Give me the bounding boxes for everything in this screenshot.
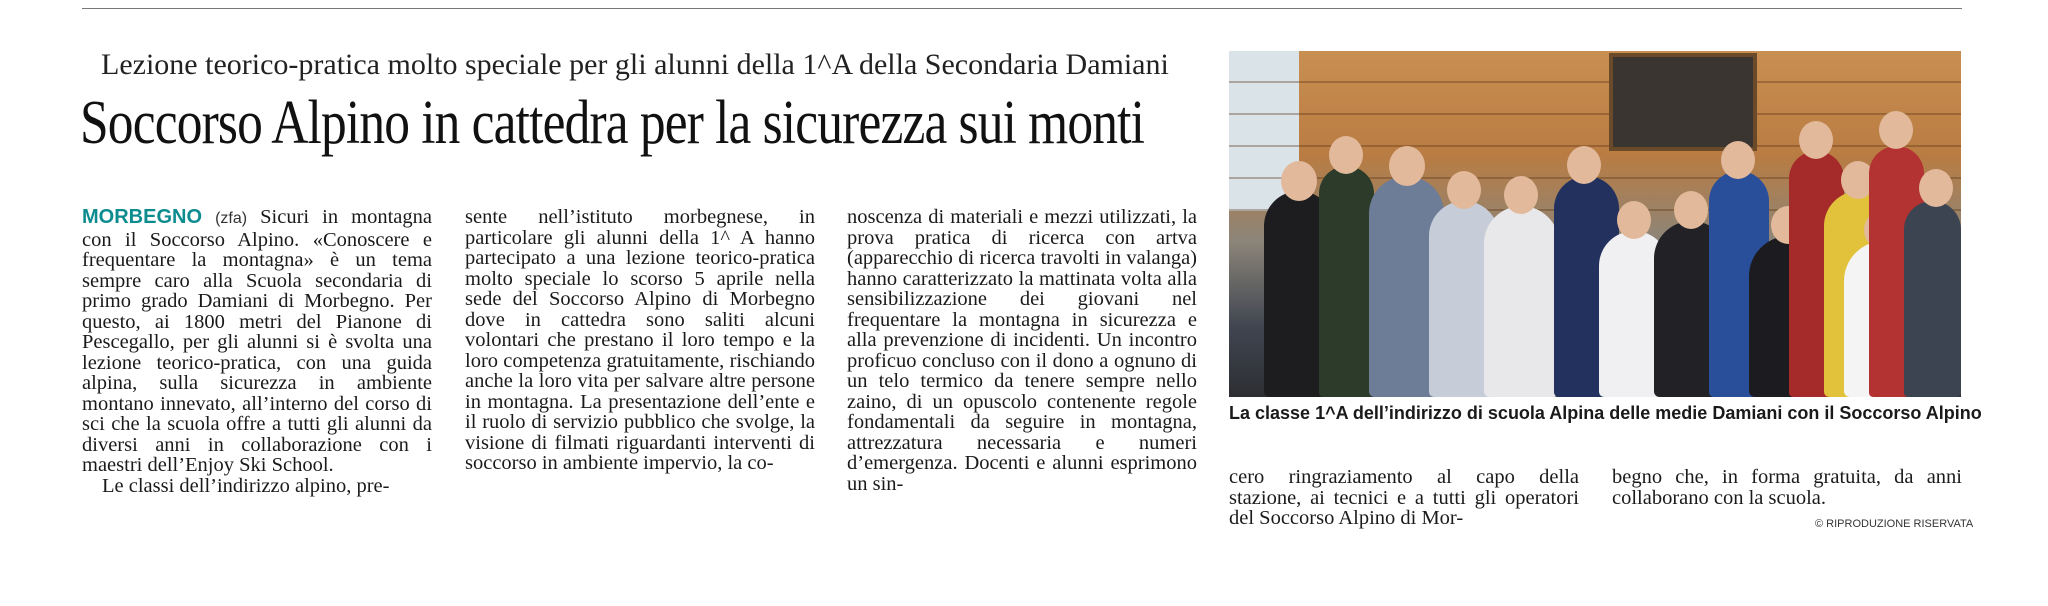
column-5 [1612,467,1962,508]
column-1-paragraph-2: Le classi dell’indirizzo alpino, pre- [102,474,390,497]
column-4-text: cero ringraziamento al capo della stazione, ai tecnici e a tutti gli operatori del Soccorso Alpino di Mor- [1229,466,1579,529]
column-3 [847,207,1197,494]
byline: (zfa) [215,210,248,227]
photo-caption: La classe 1^A dell’indirizzo di scuola Alpina delle medie Damiani con il Soccorso Alpino [1229,403,1982,423]
kicker: Lezione teorico-pratica molto speciale per gli alunni della 1^A della Secondaria Damiani [101,48,1169,81]
column-1-paragraph-1 [82,207,432,476]
dateline: MORBEGNO [82,206,202,228]
column-2 [465,207,815,474]
column-1 [82,207,432,496]
copyright-notice: © RIPRODUZIONE RISERVATA [1815,518,1974,530]
column-2-text: sente nell’istituto morbegnese, in particolare gli alunni della 1^ A hanno partecipato a una lezione teorico-pratica molto speciale lo scorso 5 aprile nella sede del Soccorso Alpino di Morbegno dove in cattedra sono saliti alcuni volontari che prestano il loro tempo e la loro competenza gratuitamente, rischiando anche la loro vita per salvare altre persone in montagna. La presentazione dell’ente e il ruolo di servizio pubblico che svolge, la visione di filmati riguardanti interventi di soccorso in ambiente impervio, la co- [465,206,815,474]
column-1-text: Sicuri in montagna con il Soccorso Alpino. «Conoscere e frequentare la montagna» è un tema sempre caro alla Scuola secondaria di primo grado Damiani di Morbegno. Per questo, ai 1800 metri del Pianone di Pescegallo, per gli alunni si è svolta una lezione teorico-pratica, con una guida alpina, sulla sicurezza in ambiente montano innevato, all’interno del corso di sci che la scuola offre a tutti gli alunni da diversi anni in collaborazione con i maestri dell’Enjoy Ski School. [82,206,432,476]
photo-window [1609,53,1757,151]
column-5-text: begno che, in forma gratuita, da anni collaborano con la scuola. [1612,466,1962,509]
column-4 [1229,467,1579,529]
top-rule [82,8,1962,9]
group-photo [1229,51,1961,397]
headline: Soccorso Alpino in cattedra per la sicurezza sui monti [80,89,1145,157]
column-3-text: noscenza di materiali e mezzi utilizzati, la prova pratica di ricerca con artva (apparecchio di ricerca travolti in valanga) hanno caratterizzato la mattinata volta alla sensibilizzazione dei giovani nel frequentare la montagna in sicurezza e alla prevenzione di incidenti. Un incontro proficuo concluso con il dono a ognuno di un telo termico da tenere sempre nello zaino, di un opuscolo contenente regole fondamentali da seguire in montagna, attrezzatura necessaria e numeri d’emergenza. Docenti e alunni esprimono un sin- [847,206,1197,495]
